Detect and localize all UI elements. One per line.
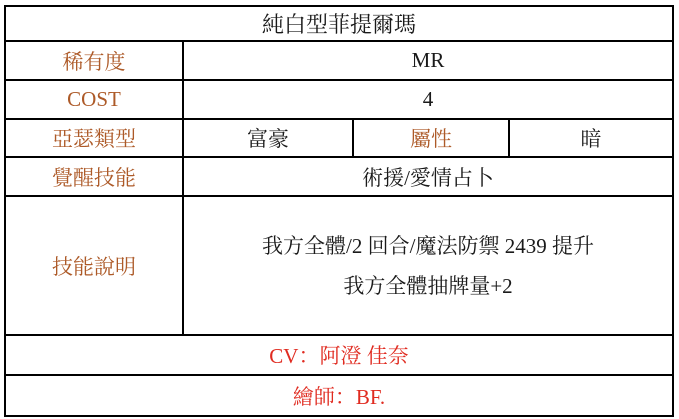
cv-text: CV：阿澄 佳奈 xyxy=(5,335,673,375)
skill-description-label: 技能說明 xyxy=(5,196,183,335)
awakening-skill-label: 覺醒技能 xyxy=(5,157,183,196)
illustrator-row xyxy=(5,375,673,416)
skill-description-value xyxy=(183,196,673,335)
attribute-label: 屬性 xyxy=(353,119,509,157)
title-row xyxy=(5,6,673,41)
skill-description-line-1: 我方全體/2 回合/魔法防禦 2439 提升 xyxy=(262,233,594,258)
skill-description-line-2: 我方全體抽牌量+2 xyxy=(343,273,513,298)
rarity-row xyxy=(5,41,673,80)
cost-value: 4 xyxy=(183,80,673,119)
attribute-value: 暗 xyxy=(509,119,673,157)
rarity-value: MR xyxy=(183,41,673,80)
awakening-skill-row xyxy=(5,157,673,196)
arthur-type-value: 富豪 xyxy=(183,119,353,157)
cv-row xyxy=(5,335,673,375)
cost-label: COST xyxy=(5,80,183,119)
card-title: 純白型菲提爾瑪 xyxy=(5,6,673,41)
arthur-type-row xyxy=(5,119,673,157)
cost-row xyxy=(5,80,673,119)
awakening-skill-value: 術援/愛情占卜 xyxy=(183,157,673,196)
rarity-label: 稀有度 xyxy=(5,41,183,80)
skill-description-row xyxy=(5,196,673,335)
illustrator-text: 繪師：BF. xyxy=(5,375,673,416)
character-info-table xyxy=(4,5,674,417)
arthur-type-label: 亞瑟類型 xyxy=(5,119,183,157)
